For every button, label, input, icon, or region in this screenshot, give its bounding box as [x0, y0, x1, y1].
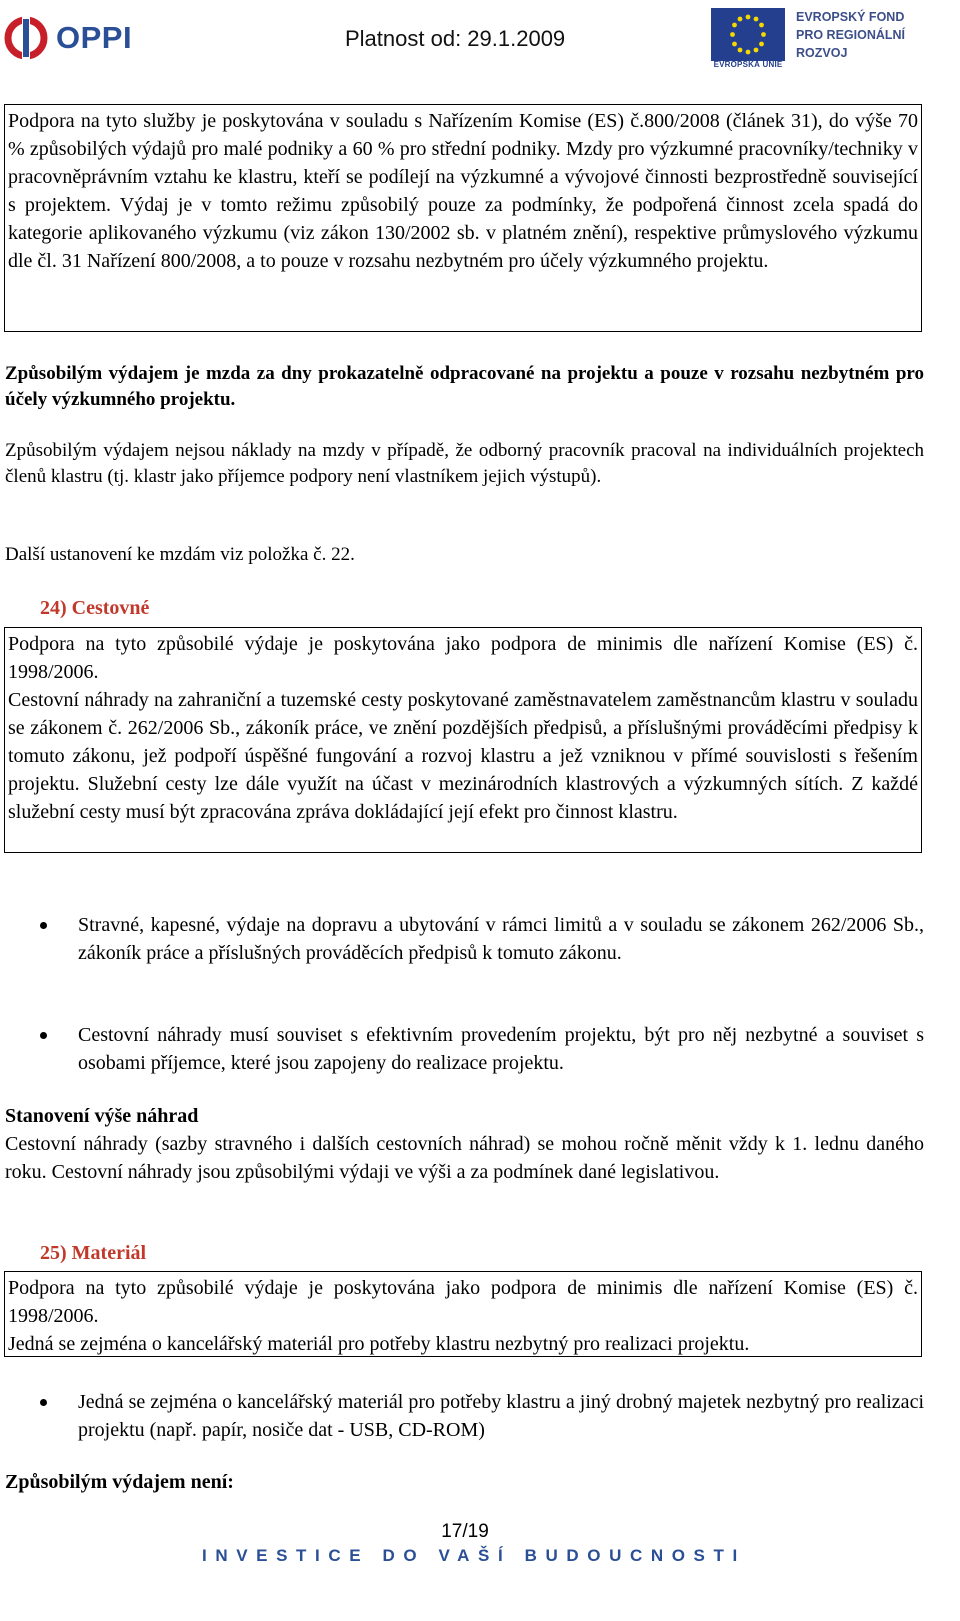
oppi-logo [4, 14, 132, 62]
section-25-bullet-1 [40, 1388, 924, 1444]
oppi-logo-text: OPPI [56, 20, 133, 55]
compensation-text: Cestovní náhrady (sazby stravného i dalších cestovních náhrad) se mohou ročně měnit vždy k 1. lednu daného roku. Cestovní náhrady jsou způsobilými výdaji ve výši a za podmínek dané legislativou. [5, 1133, 924, 1183]
section-25-box-line-1: Podpora na tyto způsobilé výdaje je poskytována jako podpora de minimis dle nařízení Komise (ES) č. 1998/2006. [8, 1277, 918, 1327]
bullet-icon [40, 1032, 47, 1039]
section-24-box-line-2: Cestovní náhrady na zahraniční a tuzemské cesty poskytované zaměstnavatelem zaměstnancům klastru v souladu se zákonem č. 262/2006 Sb., zákoník práce, ve znění pozdějších předpisů, a příslušnými prováděcími předpisy k tomuto zákonu, jež podpoří úspěšné fungování a rozvoj klastru a jež vzniknou v přímé souvislosti s řešením projektu. Služební cesty lze dále využít na účast v mezinárodních klastrových a výzkumných sítích. Z každé služební cesty musí být zpracována zpráva dokládající její efekt pro činnost klastru. [8, 689, 918, 823]
section-24-bullet-1 [40, 911, 924, 967]
not-eligible-heading: Způsobilým výdajem není: [5, 1471, 234, 1493]
eu-fund-logo [796, 8, 905, 62]
section-24-box-line-1: Podpora na tyto způsobilé výdaje je poskytována jako podpora de minimis dle nařízení Komise (ES) č. 1998/2006. [8, 633, 918, 683]
non-eligible-wages-paragraph: Způsobilým výdajem nejsou náklady na mzdy v případě, že odborný pracovník pracoval na individuálních projektech členů klastru (tj. klastr jako příjemce podpory není vlastníkem jejich výstupů). [5, 440, 924, 487]
fund-line-1: EVROPSKÝ FOND [796, 10, 905, 24]
research-wages-box [4, 104, 922, 332]
section-24-box [4, 627, 922, 853]
validity-date: Platnost od: 29.1.2009 [345, 26, 566, 51]
eu-flag-icon [711, 8, 785, 61]
compensation-heading: Stanovení výše náhrad [5, 1105, 199, 1127]
footer-slogan: INVESTICE DO VAŠÍ BUDOUCNOSTI [202, 1546, 746, 1565]
section-25-heading: 25) Materiál [40, 1242, 147, 1264]
section-25-box-line-2: Jedná se zejména o kancelářský materiál pro potřeby klastru nezbytný pro realizaci projektu. [8, 1333, 750, 1355]
eligible-wages-paragraph: Způsobilým výdajem je mzda za dny prokazatelně odpracované na projektu a pouze v rozsahu nezbytném pro účely výzkumného projektu. [5, 363, 924, 410]
page-header [0, 0, 960, 80]
bullet-icon [40, 922, 47, 929]
section-24-heading: 24) Cestovné [40, 597, 150, 619]
further-provisions-paragraph: Další ustanovení ke mzdám viz položka č. 22. [5, 544, 355, 565]
list-item: Jedná se zejména o kancelářský materiál pro potřeby klastru a jiný drobný majetek nezbytný pro realizaci projektu (např. papír, nosiče dat - USB, CD-ROM) [78, 1391, 924, 1441]
oppi-logo-icon [4, 16, 48, 60]
fund-line-2: PRO REGIONÁLNÍ [796, 28, 906, 42]
eu-caption: EVROPSKÁ UNIE [713, 60, 783, 69]
research-wages-text: Podpora na tyto služby je poskytována v souladu s Nařízením Komise (ES) č.800/2008 (článek 31), do výše 70 % způsobilých výdajů pro malé podniky a 60 % pro střední podniky. Mzdy pro výzkumné pracovníky/techniky v pracovněprávním vztahu ke klastru, kteří se podílejí na výzkumné a vývojové činnosti bezprostředně související s projektem. Výdaj je v tomto režimu způsobilý pouze za podmínky, že podpořená činnost zcela spadá do kategorie aplikovaného výzkumu (viz zákon 130/2002 sb. v platném znění), respektive průmyslového výzkumu dle čl. 31 Nařízení 800/2008, a to pouze v rozsahu nezbytném pro účely výzkumného projektu. [8, 110, 918, 272]
list-item: Stravné, kapesné, výdaje na dopravu a ubytování v rámci limitů a v souladu se zákonem 262/2006 Sb., zákoník práce a příslušných prováděcích předpisů k tomuto zákonu. [78, 914, 924, 964]
fund-line-3: ROZVOJ [796, 46, 848, 60]
section-24-bullet-2 [40, 1021, 924, 1077]
section-25-box [4, 1271, 922, 1357]
list-item: Cestovní náhrady musí souviset s efektivním provedením projektu, být pro něj nezbytné a souviset s osobami příjemce, které jsou zapojeny do realizace projektu. [78, 1024, 924, 1074]
bullet-icon [40, 1399, 47, 1406]
page-number: 17/19 [441, 1521, 489, 1542]
